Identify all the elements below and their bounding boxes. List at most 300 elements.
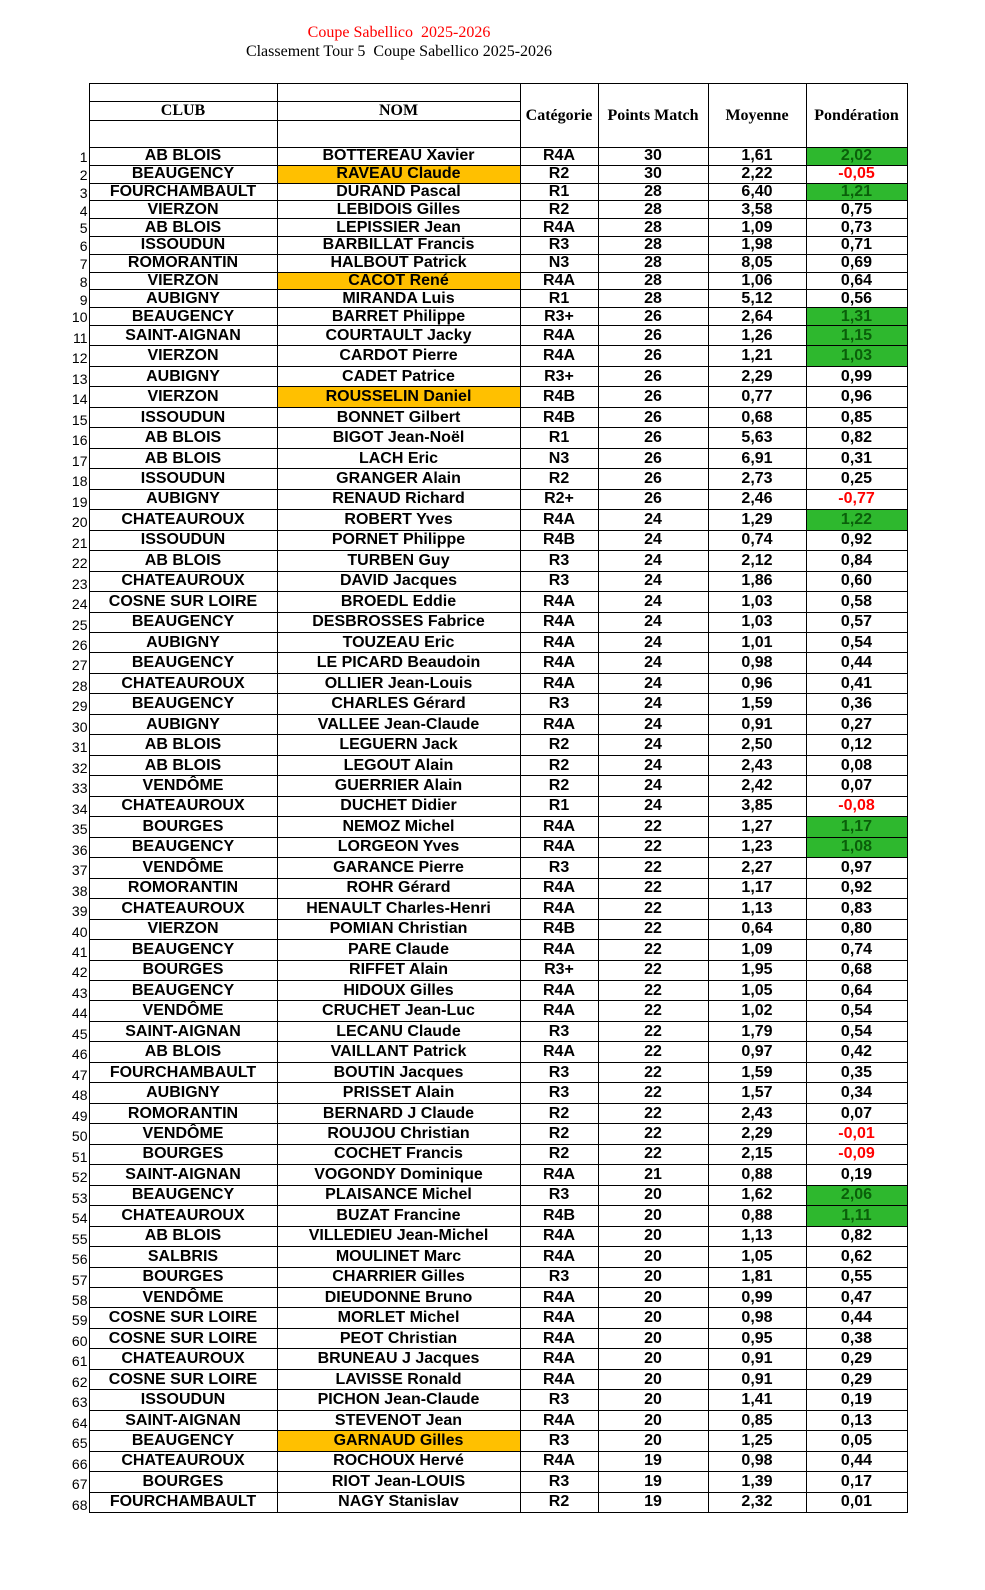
table-row [59,1042,907,1062]
table-row [59,735,907,755]
row-number-cell: 61 [71,1353,88,1370]
categorie-cell: R3 [520,1267,598,1287]
club-cell: AB BLOIS [89,448,277,468]
moyenne-cell: 1,59 [708,1062,806,1082]
club-cell: BEAUGENCY [89,1185,277,1205]
points-match-cell: 28 [598,219,708,237]
table-row [59,165,907,183]
table-row [59,510,907,530]
nom-cell: DESBROSSES Fabrice [277,612,520,632]
row-number-cell: 58 [71,1291,88,1308]
categorie-cell: R4A [520,1226,598,1246]
club-cell: CHATEAUROUX [89,1451,277,1471]
ponderation-cell: 0,19 [806,1390,907,1410]
categorie-cell: R4A [520,510,598,530]
categorie-cell: R3 [520,1431,598,1451]
nom-cell: PLAISANCE Michel [277,1185,520,1205]
nom-cell: COURTAULT Jacky [277,325,520,345]
points-match-cell: 20 [598,1410,708,1430]
row-number-cell: 28 [71,677,88,694]
table-row [59,633,907,653]
row-number-cell: 4 [79,202,88,219]
row-number-cell: 50 [71,1128,88,1145]
nom-cell: BARRET Philippe [277,308,520,326]
moyenne-cell: 1,09 [708,940,806,960]
categorie-cell: R4A [520,1165,598,1185]
categorie-cell: R4A [520,272,598,290]
table-row [59,428,907,448]
nom-cell: LEBIDOIS Gilles [277,201,520,219]
club-cell: COSNE SUR LOIRE [89,1308,277,1328]
categorie-cell: R4A [520,1369,598,1389]
club-cell: BOURGES [89,1472,277,1492]
categorie-cell: R4A [520,899,598,919]
table-row [59,858,907,878]
points-match-cell: 20 [598,1247,708,1267]
table-row [59,694,907,714]
table-body [59,148,907,1513]
points-match-cell: 24 [598,571,708,591]
nom-cell: CRUCHET Jean-Luc [277,1001,520,1021]
categorie-cell: R4A [520,1042,598,1062]
moyenne-cell: 0,88 [708,1165,806,1185]
points-match-cell: 26 [598,346,708,366]
row-number-cell: 52 [71,1169,88,1186]
header-categorie: Catégorie [520,84,598,148]
club-cell: COSNE SUR LOIRE [89,592,277,612]
points-match-cell: 24 [598,633,708,653]
nom-cell: PORNET Philippe [277,530,520,550]
ponderation-cell: 0,56 [806,290,907,308]
nom-cell: CACOT René [277,272,520,290]
ponderation-cell: 0,19 [806,1165,907,1185]
nom-cell: NAGY Stanislav [277,1492,520,1512]
row-number-cell: 60 [71,1332,88,1349]
ponderation-cell: 1,22 [806,510,907,530]
moyenne-cell: 0,85 [708,1410,806,1430]
nom-cell: BARBILLAT Francis [277,236,520,254]
moyenne-cell: 1,03 [708,592,806,612]
nom-cell: DAVID Jacques [277,571,520,591]
row-number-cell: 48 [71,1087,88,1104]
table-row [59,1431,907,1451]
points-match-cell: 22 [598,1021,708,1041]
row-number-cell: 38 [71,882,88,899]
nom-cell: HIDOUX Gilles [277,980,520,1000]
nom-cell: COCHET Francis [277,1144,520,1164]
categorie-cell: R4B [520,919,598,939]
nom-cell: RAVEAU Claude [277,165,520,183]
nom-cell: GARANCE Pierre [277,858,520,878]
header-spacer [59,84,89,102]
table-row [59,653,907,673]
table-row [59,1451,907,1471]
ponderation-cell: 0,07 [806,1103,907,1123]
categorie-cell: R3 [520,1185,598,1205]
row-number-cell: 68 [71,1496,88,1513]
categorie-cell: R4A [520,1451,598,1471]
ponderation-cell: 0,84 [806,551,907,571]
table-row [59,1001,907,1021]
table-row [59,1062,907,1082]
moyenne-cell: 0,98 [708,1451,806,1471]
nom-cell: BOTTEREAU Xavier [277,148,520,166]
club-cell: ISSOUDUN [89,236,277,254]
row-number-cell: 57 [71,1271,88,1288]
categorie-cell: R4A [520,940,598,960]
moyenne-cell: 1,13 [708,1226,806,1246]
ponderation-cell: 0,42 [806,1042,907,1062]
club-cell: CHATEAUROUX [89,571,277,591]
nom-cell: BERNARD J Claude [277,1103,520,1123]
categorie-cell: R4A [520,1288,598,1308]
table-row [59,940,907,960]
row-number-cell: 64 [71,1414,88,1431]
categorie-cell: N3 [520,254,598,272]
table-row [59,592,907,612]
nom-cell: ROHR Gérard [277,878,520,898]
club-cell: BOURGES [89,1144,277,1164]
row-number-cell: 46 [71,1046,88,1063]
nom-cell: BROEDL Eddie [277,592,520,612]
points-match-cell: 22 [598,878,708,898]
nom-cell: PICHON Jean-Claude [277,1390,520,1410]
table-row [59,183,907,201]
nom-cell: ROBERT Yves [277,510,520,530]
ponderation-cell: 0,75 [806,201,907,219]
row-number-cell: 8 [79,273,88,290]
row-number-cell: 16 [71,432,88,449]
ponderation-cell: 0,74 [806,940,907,960]
nom-cell: TOUZEAU Eric [277,633,520,653]
club-cell: CHATEAUROUX [89,510,277,530]
header-spacer [59,121,89,148]
ponderation-cell: 2,06 [806,1185,907,1205]
categorie-cell: R2 [520,1124,598,1144]
moyenne-cell: 2,43 [708,1103,806,1123]
club-cell: AUBIGNY [89,489,277,509]
table-row [59,837,907,857]
categorie-cell: R2 [520,776,598,796]
club-cell: VENDÔME [89,1288,277,1308]
ponderation-cell: 0,69 [806,254,907,272]
points-match-cell: 30 [598,165,708,183]
ponderation-cell: 0,44 [806,1451,907,1471]
row-number-cell: 47 [71,1066,88,1083]
club-cell: AUBIGNY [89,633,277,653]
document-title: Coupe Sabellico 2025-2026 [307,24,491,41]
row-number-cell: 49 [71,1107,88,1124]
club-cell: BEAUGENCY [89,940,277,960]
points-match-cell: 22 [598,1062,708,1082]
points-match-cell: 28 [598,183,708,201]
table-row [59,1267,907,1287]
categorie-cell: R2 [520,1492,598,1512]
ponderation-cell: 1,08 [806,837,907,857]
club-cell: AB BLOIS [89,148,277,166]
nom-cell: LEGOUT Alain [277,755,520,775]
club-cell: VIERZON [89,919,277,939]
ponderation-cell: 0,29 [806,1369,907,1389]
table-row [59,878,907,898]
club-cell: VENDÔME [89,776,277,796]
row-number-cell: 6 [79,238,88,255]
row-number-cell: 66 [71,1455,88,1472]
categorie-cell: R3 [520,551,598,571]
row-number-cell: 51 [71,1148,88,1165]
moyenne-cell: 2,15 [708,1144,806,1164]
club-cell: AB BLOIS [89,219,277,237]
points-match-cell: 22 [598,960,708,980]
ponderation-cell: 0,13 [806,1410,907,1430]
ponderation-cell: 0,12 [806,735,907,755]
row-number-cell: 54 [71,1210,88,1227]
club-cell: BEAUGENCY [89,980,277,1000]
nom-cell: BONNET Gilbert [277,407,520,427]
points-match-cell: 24 [598,714,708,734]
table-row [59,1308,907,1328]
categorie-cell: R4A [520,878,598,898]
moyenne-cell: 2,42 [708,776,806,796]
ponderation-cell: 0,80 [806,919,907,939]
moyenne-cell: 0,96 [708,673,806,693]
points-match-cell: 30 [598,148,708,166]
nom-cell: RIFFET Alain [277,960,520,980]
club-cell: CHATEAUROUX [89,673,277,693]
points-match-cell: 22 [598,940,708,960]
club-cell: CHATEAUROUX [89,1349,277,1369]
ponderation-cell: -0,09 [806,1144,907,1164]
row-number-cell: 32 [71,759,88,776]
ranking-table [59,83,908,1513]
row-number-cell: 14 [71,391,88,408]
moyenne-cell: 1,25 [708,1431,806,1451]
table-row [59,407,907,427]
categorie-cell: R4A [520,346,598,366]
row-number-cell: 42 [71,964,88,981]
nom-cell: BUZAT Francine [277,1206,520,1226]
ponderation-cell: 1,03 [806,346,907,366]
categorie-cell: R4B [520,407,598,427]
ponderation-cell: 0,83 [806,899,907,919]
categorie-cell: R4A [520,219,598,237]
points-match-cell: 22 [598,980,708,1000]
header-club: CLUB [89,102,277,121]
categorie-cell: R4A [520,325,598,345]
nom-cell: LACH Eric [277,448,520,468]
categorie-cell: R4A [520,1308,598,1328]
ponderation-cell: 0,62 [806,1247,907,1267]
moyenne-cell: 8,05 [708,254,806,272]
row-number-cell: 26 [71,636,88,653]
ponderation-cell: 0,54 [806,1021,907,1041]
ponderation-cell: 0,31 [806,448,907,468]
club-cell: VIERZON [89,201,277,219]
club-cell: AUBIGNY [89,1083,277,1103]
moyenne-cell: 1,27 [708,817,806,837]
moyenne-cell: 1,02 [708,1001,806,1021]
moyenne-cell: 1,03 [708,612,806,632]
nom-cell: VAILLANT Patrick [277,1042,520,1062]
header-spacer [89,84,277,102]
club-cell: SALBRIS [89,1247,277,1267]
table-row [59,201,907,219]
nom-cell: LEGUERN Jack [277,735,520,755]
club-cell: FOURCHAMBAULT [89,183,277,201]
row-number-cell: 24 [71,596,88,613]
points-match-cell: 28 [598,272,708,290]
moyenne-cell: 2,64 [708,308,806,326]
moyenne-cell: 1,17 [708,878,806,898]
categorie-cell: R3 [520,1472,598,1492]
nom-cell: CARDOT Pierre [277,346,520,366]
moyenne-cell: 1,39 [708,1472,806,1492]
points-match-cell: 22 [598,899,708,919]
row-number-cell: 33 [71,780,88,797]
row-number-cell: 53 [71,1189,88,1206]
table-row [59,776,907,796]
categorie-cell: R4A [520,714,598,734]
table-row [59,817,907,837]
club-cell: BEAUGENCY [89,1431,277,1451]
table-row [59,1103,907,1123]
points-match-cell: 24 [598,510,708,530]
ponderation-cell: 0,71 [806,236,907,254]
moyenne-cell: 0,95 [708,1328,806,1348]
points-match-cell: 20 [598,1308,708,1328]
categorie-cell: R3 [520,1062,598,1082]
categorie-cell: R3+ [520,366,598,386]
ponderation-cell: 0,97 [806,858,907,878]
moyenne-cell: 1,57 [708,1083,806,1103]
categorie-cell: R2 [520,735,598,755]
points-match-cell: 26 [598,489,708,509]
row-number-cell: 2 [79,167,88,184]
categorie-cell: R1 [520,183,598,201]
moyenne-cell: 1,21 [708,346,806,366]
ponderation-cell: 0,54 [806,633,907,653]
nom-cell: DURAND Pascal [277,183,520,201]
points-match-cell: 22 [598,817,708,837]
row-number-cell: 40 [71,923,88,940]
moyenne-cell: 0,64 [708,919,806,939]
nom-cell: LECANU Claude [277,1021,520,1041]
moyenne-cell: 0,91 [708,1369,806,1389]
points-match-cell: 20 [598,1349,708,1369]
ponderation-cell: 0,68 [806,960,907,980]
moyenne-cell: 2,32 [708,1492,806,1512]
table-row [59,530,907,550]
moyenne-cell: 0,77 [708,387,806,407]
nom-cell: LORGEON Yves [277,837,520,857]
club-cell: ROMORANTIN [89,1103,277,1123]
nom-cell: CADET Patrice [277,366,520,386]
table-row [59,899,907,919]
points-match-cell: 21 [598,1165,708,1185]
ponderation-cell: 0,57 [806,612,907,632]
club-cell: SAINT-AIGNAN [89,1165,277,1185]
nom-cell: ROUSSELIN Daniel [277,387,520,407]
points-match-cell: 24 [598,673,708,693]
club-cell: ISSOUDUN [89,407,277,427]
categorie-cell: N3 [520,448,598,468]
ponderation-cell: 2,02 [806,148,907,166]
table-row [59,1472,907,1492]
moyenne-cell: 3,85 [708,796,806,816]
categorie-cell: R4A [520,837,598,857]
nom-cell: NEMOZ Michel [277,817,520,837]
points-match-cell: 28 [598,290,708,308]
header-spacer [277,121,520,148]
row-number-cell: 17 [71,452,88,469]
ponderation-cell: 0,27 [806,714,907,734]
moyenne-cell: 1,79 [708,1021,806,1041]
table-row [59,714,907,734]
points-match-cell: 22 [598,1042,708,1062]
categorie-cell: R3 [520,571,598,591]
club-cell: VIERZON [89,387,277,407]
ponderation-cell: -0,77 [806,489,907,509]
points-match-cell: 26 [598,308,708,326]
moyenne-cell: 5,63 [708,428,806,448]
points-match-cell: 26 [598,366,708,386]
points-match-cell: 24 [598,796,708,816]
ponderation-cell: 0,92 [806,878,907,898]
points-match-cell: 26 [598,387,708,407]
row-number-cell: 13 [71,370,88,387]
table-row [59,1328,907,1348]
header-spacer [277,84,520,102]
moyenne-cell: 1,61 [708,148,806,166]
nom-cell: TURBEN Guy [277,551,520,571]
points-match-cell: 20 [598,1369,708,1389]
points-match-cell: 20 [598,1267,708,1287]
nom-cell: LEPISSIER Jean [277,219,520,237]
table-row [59,796,907,816]
row-number-cell: 59 [71,1312,88,1329]
table-row [59,366,907,386]
moyenne-cell: 1,29 [708,510,806,530]
row-number-cell: 62 [71,1373,88,1390]
moyenne-cell: 0,97 [708,1042,806,1062]
points-match-cell: 24 [598,755,708,775]
row-number-cell: 19 [71,493,88,510]
points-match-cell: 28 [598,236,708,254]
points-match-cell: 26 [598,428,708,448]
points-match-cell: 19 [598,1472,708,1492]
points-match-cell: 26 [598,407,708,427]
ponderation-cell: 0,34 [806,1083,907,1103]
ponderation-cell: -0,01 [806,1124,907,1144]
club-cell: ISSOUDUN [89,1390,277,1410]
table-row [59,325,907,345]
ponderation-cell: 0,82 [806,1226,907,1246]
moyenne-cell: 2,29 [708,1124,806,1144]
row-number-cell: 22 [71,555,88,572]
categorie-cell: R4A [520,1001,598,1021]
points-match-cell: 22 [598,1001,708,1021]
moyenne-cell: 1,01 [708,633,806,653]
table-row [59,448,907,468]
club-cell: AB BLOIS [89,1226,277,1246]
table-row [59,219,907,237]
club-cell: VIERZON [89,346,277,366]
table-row [59,1390,907,1410]
row-number-cell: 43 [71,984,88,1001]
categorie-cell: R4A [520,612,598,632]
categorie-cell: R2 [520,165,598,183]
points-match-cell: 20 [598,1206,708,1226]
